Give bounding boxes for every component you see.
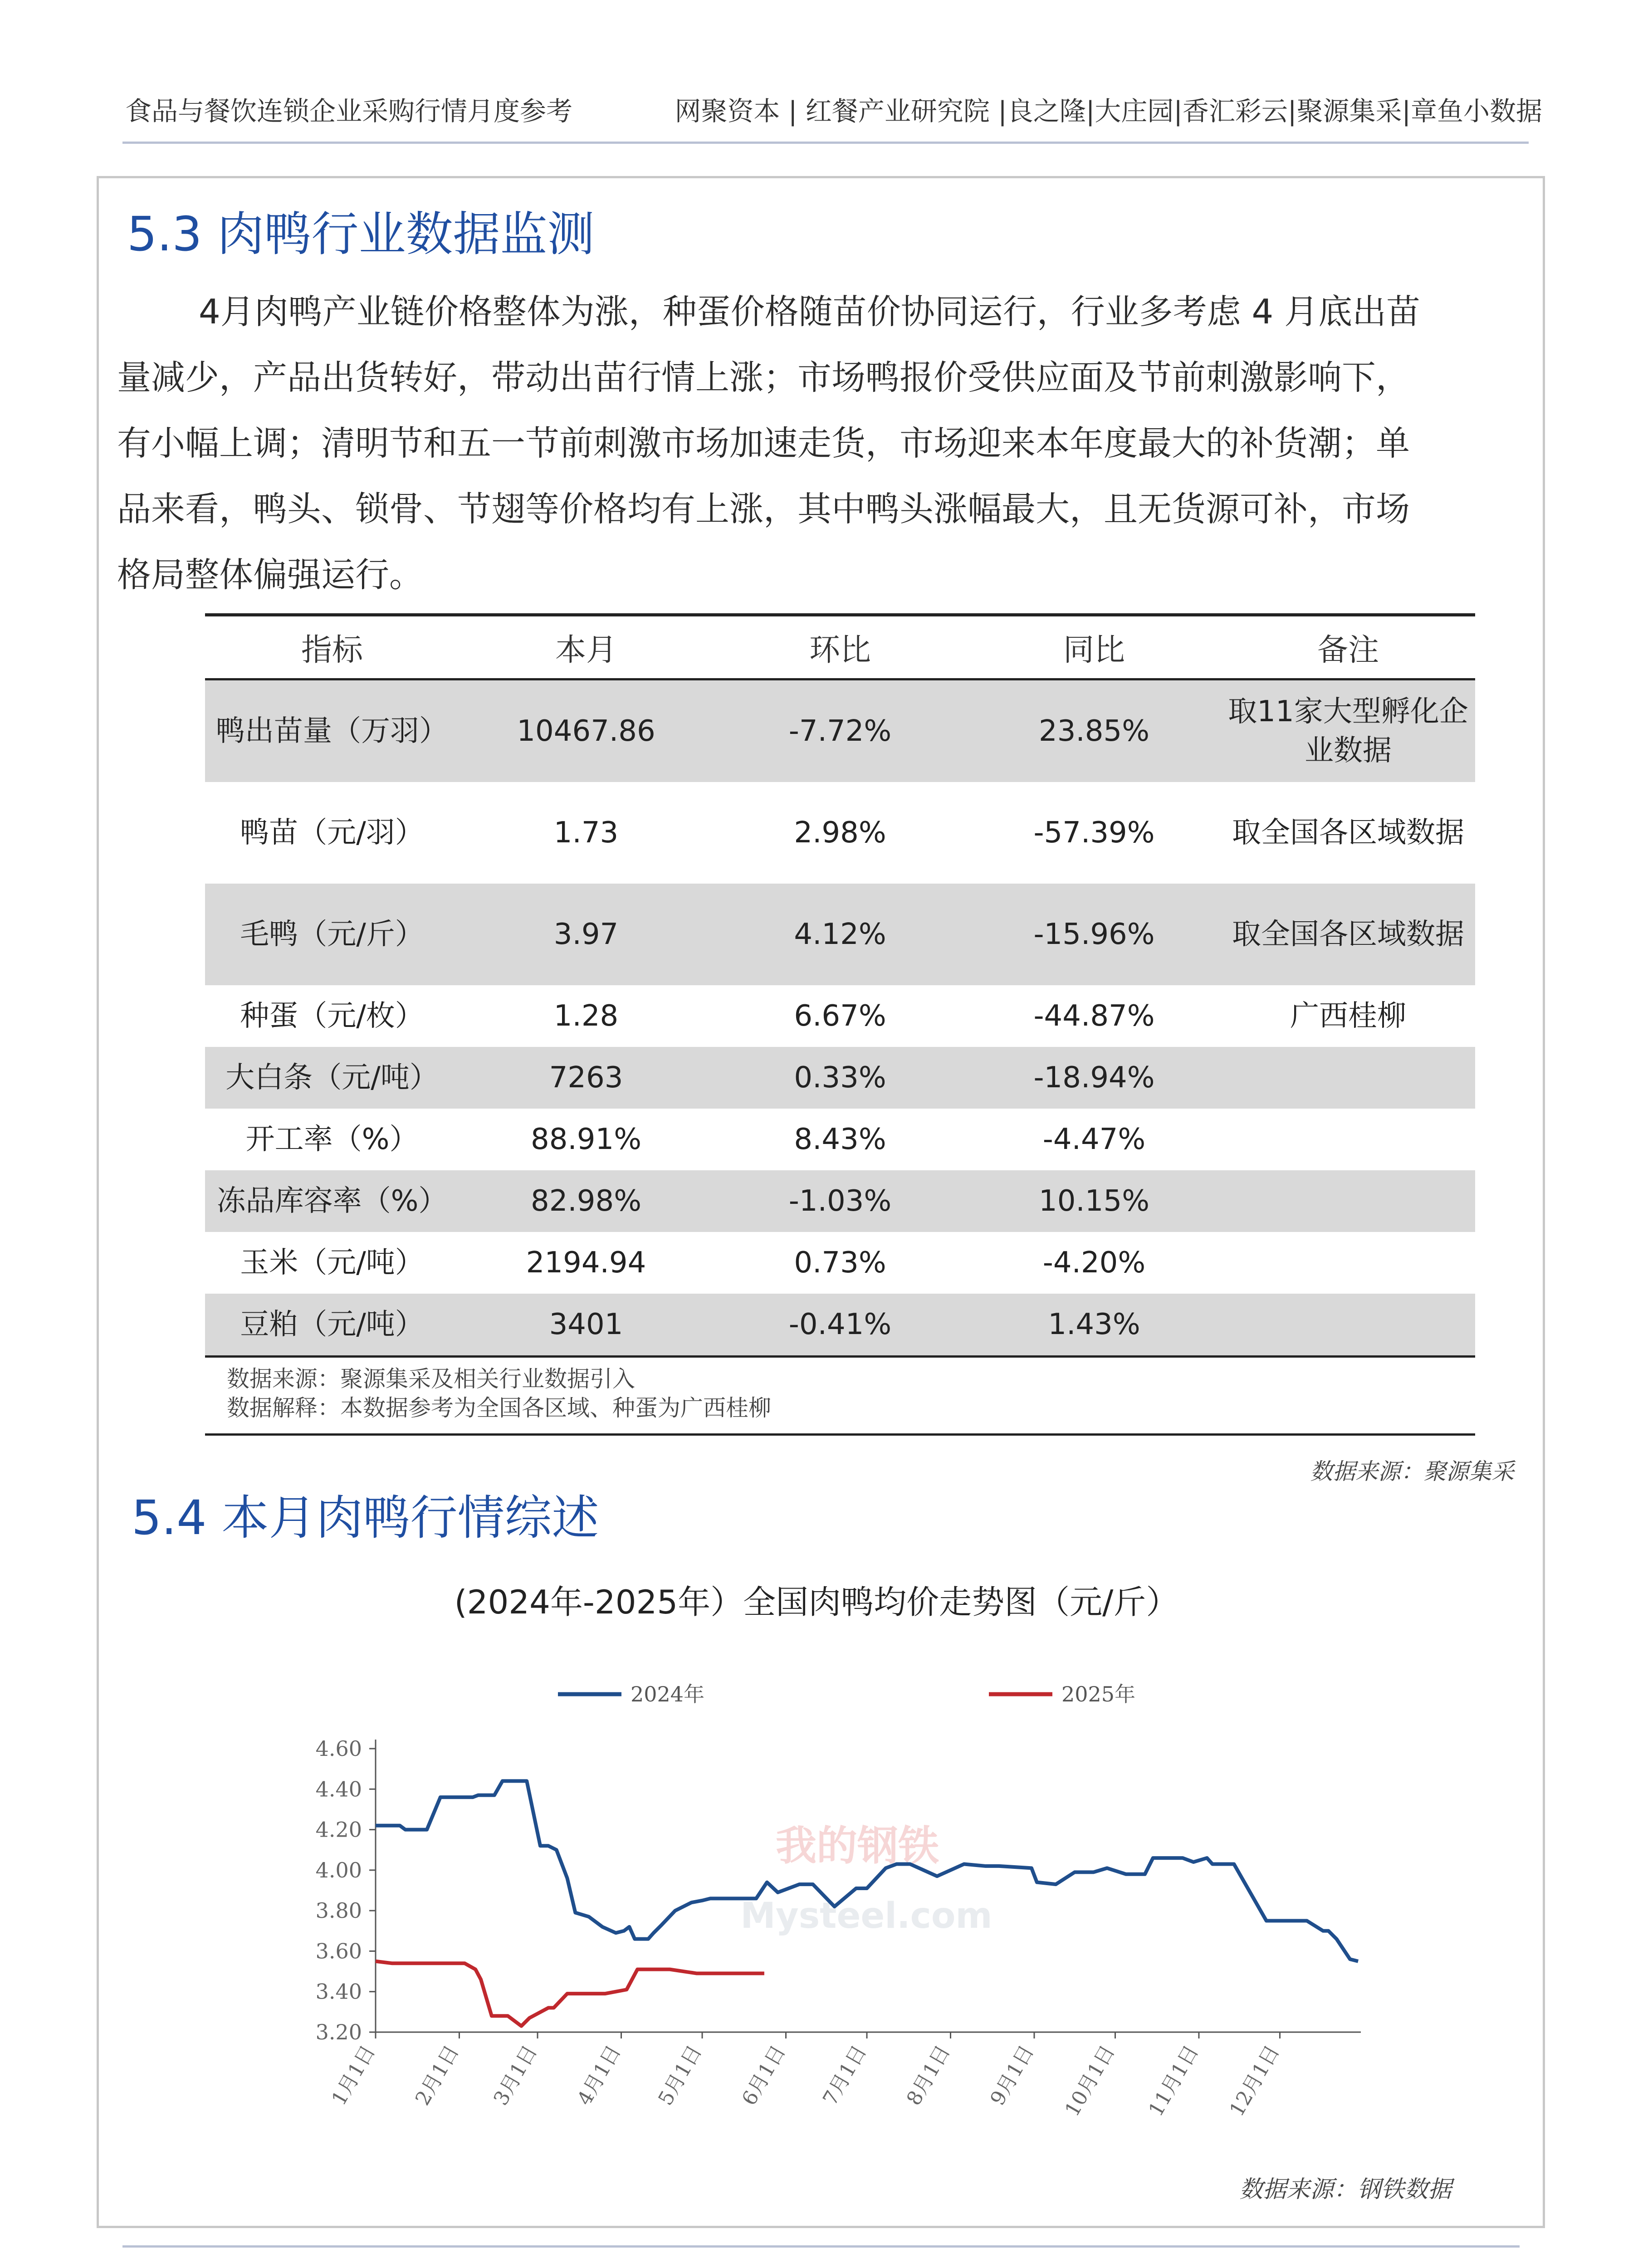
cell-mom: -0.41% bbox=[713, 1294, 967, 1357]
cell-name: 鸭苗（元/羽） bbox=[240, 816, 424, 850]
column-header-indicator: 指标 bbox=[205, 615, 459, 679]
cell-yoy: 10.15% bbox=[967, 1170, 1221, 1232]
table-bottom-rule bbox=[205, 1433, 1475, 1436]
section-title-5-3: 5.3 肉鸭行业数据监测 bbox=[127, 206, 595, 262]
cell-current: 7263 bbox=[459, 1047, 713, 1109]
y-tick-label: 3.60 bbox=[315, 1939, 362, 1964]
watermark-logo-url: Mysteel.com bbox=[740, 1896, 993, 1936]
cell-name: 大白条（元/吨） bbox=[205, 1047, 459, 1109]
x-tick-label: 8月1日 bbox=[902, 2041, 955, 2110]
cell-yoy: -4.20% bbox=[1042, 1246, 1146, 1280]
cell-note bbox=[1221, 1170, 1475, 1232]
table-row bbox=[205, 1109, 1475, 1170]
x-tick-label: 10月1日 bbox=[1060, 2041, 1120, 2121]
cell-yoy: -44.87% bbox=[1033, 999, 1155, 1033]
table-row bbox=[205, 1170, 1475, 1232]
column-header-current: 本月 bbox=[459, 615, 713, 679]
chart-title: (2024年-2025年）全国肉鸭均价走势图（元/斤） bbox=[454, 1583, 1179, 1621]
cell-current: 1.73 bbox=[553, 816, 619, 850]
duck-price-line-chart bbox=[0, 1633, 1633, 2168]
x-tick-label: 11月1日 bbox=[1144, 2041, 1203, 2121]
cell-note: 取全国各区域数据 bbox=[1232, 816, 1464, 850]
y-tick-label: 4.00 bbox=[315, 1857, 362, 1882]
legend-label-2024: 2024年 bbox=[631, 1682, 705, 1706]
cell-note: 取11家大型孵化企业数据 bbox=[1221, 679, 1475, 782]
section-5-3-paragraph bbox=[117, 279, 1505, 608]
table-header-row bbox=[205, 615, 1475, 679]
x-tick-label: 6月1日 bbox=[737, 2041, 791, 2110]
cell-current: 10467.86 bbox=[459, 679, 713, 782]
table-row bbox=[205, 782, 1475, 884]
y-tick-label: 3.80 bbox=[315, 1898, 362, 1923]
chart-source-caption: 数据来源：钢铁数据 bbox=[1239, 2176, 1452, 2203]
cell-name: 种蛋（元/枚） bbox=[240, 999, 424, 1033]
series-line-2025 bbox=[376, 1961, 764, 2026]
table-note-source: 数据来源：聚源集采及相关行业数据引入 bbox=[227, 1366, 635, 1392]
x-tick-label: 3月1日 bbox=[489, 2041, 542, 2110]
x-tick-label: 5月1日 bbox=[654, 2041, 707, 2110]
cell-yoy: 1.43% bbox=[967, 1294, 1221, 1357]
cell-mom: 6.67% bbox=[794, 999, 886, 1033]
cell-yoy: -15.96% bbox=[967, 884, 1221, 985]
cell-note bbox=[1221, 1294, 1475, 1357]
cell-current: 82.98% bbox=[459, 1170, 713, 1232]
cell-current: 1.28 bbox=[553, 999, 619, 1033]
legend-label-2025: 2025年 bbox=[1061, 1682, 1136, 1706]
cell-mom: 0.33% bbox=[713, 1047, 967, 1109]
cell-mom: -7.72% bbox=[713, 679, 967, 782]
x-tick-label: 2月1日 bbox=[411, 2041, 464, 2110]
table-row bbox=[205, 985, 1475, 1047]
y-tick-label: 4.20 bbox=[315, 1817, 362, 1842]
cell-mom: 2.98% bbox=[794, 816, 886, 850]
cell-current: 88.91% bbox=[530, 1123, 642, 1156]
cell-note: 取全国各区域数据 bbox=[1221, 884, 1475, 985]
cell-note bbox=[1221, 1232, 1475, 1294]
table-row bbox=[205, 884, 1475, 985]
section-title-5-4: 5.4 本月肉鸭行情综述 bbox=[132, 1490, 599, 1545]
document-header-publishers: 网聚资本 | 红餐产业研究院 |良之隆|大庄园|香汇彩云|聚源集采|章鱼小数据 bbox=[675, 96, 1542, 127]
cell-note bbox=[1221, 1109, 1475, 1170]
watermark-logo-text: 我的钢铁 bbox=[776, 1822, 939, 1870]
cell-note: 广西桂柳 bbox=[1290, 999, 1406, 1033]
duck-industry-data-table bbox=[205, 613, 1475, 1358]
cell-name: 开工率（%） bbox=[245, 1123, 419, 1156]
paragraph-line: 4月肉鸭产业链价格整体为涨，种蛋价格随苗价协同运行，行业多考虑 4 月底出苗 bbox=[199, 292, 1421, 332]
cell-name: 冻品库容率（%） bbox=[205, 1170, 459, 1232]
y-tick-label: 3.40 bbox=[315, 1979, 362, 2004]
cell-mom: 8.43% bbox=[794, 1123, 886, 1156]
cell-yoy: -57.39% bbox=[1033, 816, 1155, 850]
table-source-caption: 数据来源：聚源集采 bbox=[1310, 1458, 1514, 1485]
document-header-title: 食品与餐饮连锁企业采购行情月度参考 bbox=[125, 96, 573, 127]
table-row bbox=[205, 1047, 1475, 1109]
cell-yoy: -4.47% bbox=[1042, 1123, 1146, 1156]
paragraph-line: 有小幅上调；清明节和五一节前刺激市场加速走货，市场迎来本年度最大的补货潮；单 bbox=[117, 423, 1410, 463]
table-note-explanation: 数据解释：本数据参考为全国各区域、种蛋为广西桂柳 bbox=[227, 1395, 771, 1421]
header-divider bbox=[122, 142, 1529, 144]
cell-mom: 0.73% bbox=[794, 1246, 886, 1280]
cell-mom: -1.03% bbox=[713, 1170, 967, 1232]
cell-name: 豆粕（元/吨） bbox=[205, 1294, 459, 1357]
table-notes bbox=[227, 1364, 771, 1422]
paragraph-line: 品来看，鸭头、锁骨、节翅等价格均有上涨，其中鸭头涨幅最大，且无货源可补，市场 bbox=[117, 489, 1410, 529]
y-tick-label: 3.20 bbox=[315, 2020, 362, 2044]
cell-current: 2194.94 bbox=[526, 1246, 646, 1280]
cell-name: 玉米（元/吨） bbox=[240, 1246, 424, 1280]
cell-yoy: 23.85% bbox=[967, 679, 1221, 782]
cell-current: 3401 bbox=[459, 1294, 713, 1357]
x-tick-label: 9月1日 bbox=[986, 2041, 1039, 2110]
cell-current: 3.97 bbox=[459, 884, 713, 985]
paragraph-line: 格局整体偏强运行。 bbox=[117, 555, 424, 595]
column-header-note: 备注 bbox=[1221, 615, 1475, 679]
cell-yoy: -18.94% bbox=[967, 1047, 1221, 1109]
table-row bbox=[205, 1294, 1475, 1357]
x-tick-label: 7月1日 bbox=[818, 2041, 871, 2110]
paragraph-line: 量减少，产品出货转好，带动出苗行情上涨；市场鸭报价受供应面及节前刺激影响下， bbox=[117, 357, 1410, 397]
column-header-yoy: 同比 bbox=[967, 615, 1221, 679]
x-tick-label: 12月1日 bbox=[1225, 2041, 1285, 2121]
cell-note bbox=[1221, 1047, 1475, 1109]
footer-divider bbox=[122, 2245, 1520, 2248]
table-row bbox=[205, 1232, 1475, 1294]
y-tick-label: 4.40 bbox=[315, 1777, 362, 1802]
cell-name: 鸭出苗量（万羽） bbox=[205, 679, 459, 782]
y-tick-label: 4.60 bbox=[315, 1736, 362, 1761]
column-header-mom: 环比 bbox=[713, 615, 967, 679]
x-tick-label: 1月1日 bbox=[327, 2041, 380, 2110]
x-tick-label: 4月1日 bbox=[572, 2041, 626, 2110]
cell-name: 毛鸭（元/斤） bbox=[205, 884, 459, 985]
cell-mom: 4.12% bbox=[713, 884, 967, 985]
table-row bbox=[205, 679, 1475, 782]
